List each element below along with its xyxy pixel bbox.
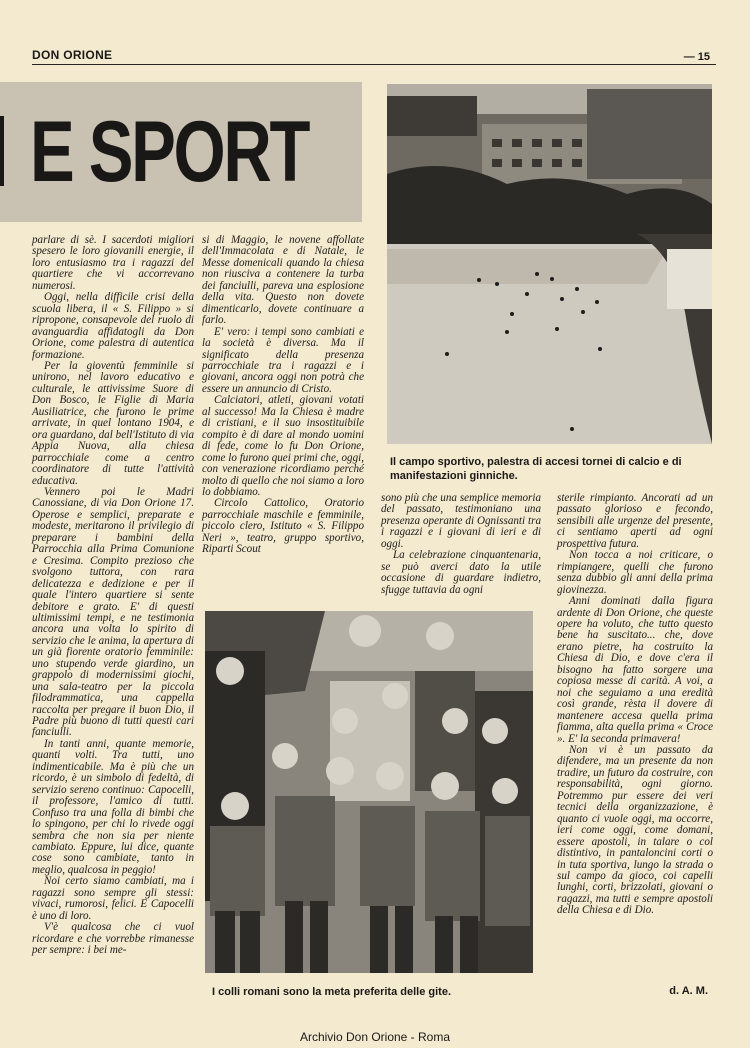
col4-para-3: Anni dominati dalla figura ardente di Don Orione, che queste opere ha voluto, che tutto questo bene ha suscitato... che, dove erano pietre, ha costruito la Chiesa di Dio, e dove c'era il bisogno ha fatto sorgere una copiosa messe di carità. A voi, a noi che seguiamo a una eredità così grande, rèsta il dovere di mantenere accesa quella prima fiamma, alta quella prima « Croce ». E' la seconda primavera! <box>557 595 713 745</box>
col2-para-4: Circolo Cattolico, Oratorio parrocchiale maschile e femminile, piccolo clero, Istituto « S. Filippo Neri », teatro, gruppo sportivo, Riparti Scout <box>202 497 364 556</box>
article-title: E SPORT <box>30 104 309 200</box>
col4-para-1: sterile rimpianto. Ancorati ad un passato glorioso e fecondo, sensibili alle urgenze del presente, ci sentiamo aperti ad ogni prospettiva futura. <box>557 492 713 550</box>
top-photo-caption: Il campo sportivo, palestra di accesi tornei di calcio e di manifestazioni ginniche. <box>390 456 682 482</box>
column-1 <box>32 235 194 957</box>
column-2 <box>202 235 364 556</box>
col4-para-2: Non tocca a noi criticare, o rimpiangere, quelli che furono senza dubbio gli anni della prima giovinezza. <box>557 549 713 596</box>
col1-para-4: Vennero poi le Madri Canossiane, di via Don Orione 17. Operose e semplici, preparate e modeste, meritarono il privilegio di preparare i bambini della Parrocchia alla Prima Comunione e Cresima. Compito prezioso che svolgono tuttora, con rara delicatezza e dedizione e per il quale l'intero quartiere si sente debitore e grato. E' di questi ultimissimi tempi, e ne testimonia ancora una volta lo spirito di servizio che le anima, la apertura di un già fiorente oratorio femminile: uno stupendo verde giardino, un grappolo di modernissimi giochi, una sala-teatro per la piccola filodrammatica, una cappella raccolta per pregare il buon Dio, il Padre più buono di tutti questi cari fanciulli. <box>32 485 194 739</box>
col4-para-4: Non vi è un passato da difendere, ma un presente da non tradire, un futuro da costruire, con responsabilità, ogni giorno. Potremmo pur essere dei veri tecnici della organizzazione, è quanto ci vuole oggi, ma occorre, ieri come oggi, come domani, essere apostoli, in talare o col distintivo, in pantaloncini corti o in tuta sportiva, lungo la strada o sul campo da gioco, coi capelli lunghi, corti, brizzolati, giovani o ragazzi, ma tutti e sempre apostoli della Chiesa e di Dio. <box>557 743 713 917</box>
column-4 <box>557 493 713 917</box>
col1-para-1: parlare di sè. I sacerdoti migliori spesero le loro giovanili energie, il loro entusiasmo tra i ragazzi del quartiere che vi accorrevano numerosi. <box>32 234 194 292</box>
archive-footer: Archivio Don Orione - Roma <box>299 1030 451 1044</box>
bottom-photo-caption: I colli romani sono la meta preferita delle gite. <box>212 986 452 998</box>
col1-para-7: V'è qualcosa che ci vuol ricordare e che vorrebbe rimanesse per sempre: i bei me- <box>32 921 194 957</box>
col2-para-1: si di Maggio, le novene affollate dell'Immacolata e di Natale, le Messe domenicali quando la chiesa non riusciva a contenere la turba dei fanciulli, pareva una esplosione della vita. Questo non dovete dimenticarlo, dovete continuare a farlo. <box>202 234 364 327</box>
col1-para-3: Per la gioventù femminile si unirono, nel lavoro educativo e culturale, le attivissime Suore di Don Bosco, le Figlie di Maria Ausiliatrice, che furono le prime arrivate, in quel lontano 1904, e ora guardano, dal bell'Istituto di via Appia Nuova, alla chiesa parrocchiale come a centro coordinatore di tutte l'attività educativa. <box>32 359 194 487</box>
magazine-name: DON ORIONE <box>32 48 113 62</box>
sports-field-photo <box>387 84 712 444</box>
col2-para-3: Calciatori, atleti, giovani votati al successo! Ma la Chiesa è madre di cristiani, e il suo insostituibile compito è di dare al mondo uomini di fede, come lo fu Don Orione, come lo furono quei primi che, oggi, con venerazione ricordiamo perché molto di quello che noi siamo a loro lo dobbiamo. <box>202 394 364 498</box>
col1-para-6: Noi certo siamo cambiati, ma i ragazzi sono sempre gli stessi: vivaci, rumorosi, felici. E Capocelli è uno di loro. <box>32 875 194 922</box>
title-banner <box>0 82 362 222</box>
title-bar-mark <box>0 116 4 186</box>
author-signature: d. A. M. <box>669 985 708 997</box>
col2-para-2: E' vero: i tempi sono cambiati e la società è diversa. Ma il significato della presenza parrocchiale tra i ragazzi e i giovani, ancora oggi non potrà che essere un annuncio di Cristo. <box>202 325 364 395</box>
group-boys-photo <box>205 611 533 973</box>
column-3 <box>381 493 541 596</box>
col1-para-5: In tanti anni, quante memorie, quanti volti. Tra tutti, uno indimenticabile. Ma è più che un ricordo, è un simbolo di fedeltà, di servizio sereno continuo: Capocelli, il professore, l'amico di tutti. Confuso tra una folla di bimbi che lo spingono, per chi lo rivede oggi sembra che non sia per niente cambiato. Eppure, lui dice, quante cose sono cambiate, tanto in meglio, qualcosa in peggio! <box>32 737 194 876</box>
col1-para-2: Oggi, nella difficile crisi della scuola libera, il « S. Filippo » si ripropone, consapevole del ruolo di avanguardia affidatogli da Don Orione, come palestra di autentica formazione. <box>32 291 194 361</box>
header-divider <box>32 64 716 65</box>
page-number: — 15 <box>683 51 710 63</box>
col3-para-2: La celebrazione cinquantenaria, se può averci dato la utile occasione di guardare indietro, sfugge tuttavia da ogni <box>381 549 541 596</box>
col3-para-1: sono più che una semplice memoria del passato, testimoniano una presenza operante di Ognissanti tra i ragazzi e i giovani di ieri e di oggi. <box>381 492 541 550</box>
